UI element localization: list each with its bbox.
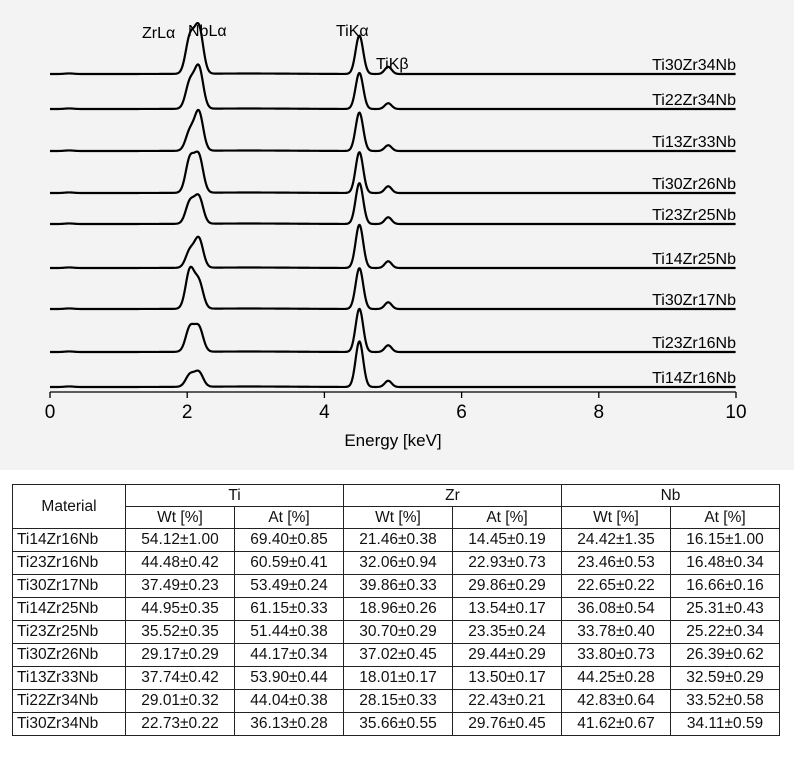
table-row — [13, 690, 780, 713]
spectrum-line-ti13zr33nb — [50, 110, 736, 151]
table-row — [13, 644, 780, 667]
value-cell: 16.48±0.34 — [671, 552, 780, 575]
spectrum-line-ti30zr26nb — [50, 152, 736, 193]
value-cell: 22.43±0.21 — [453, 690, 562, 713]
value-cell: 44.17±0.34 — [235, 644, 344, 667]
table-row — [13, 667, 780, 690]
series-label: Ti14Zr16Nb — [652, 370, 736, 387]
value-cell: 35.66±0.55 — [344, 713, 453, 736]
value-cell: 22.65±0.22 — [562, 575, 671, 598]
value-cell: 33.52±0.58 — [671, 690, 780, 713]
spectrum-line-ti14zr25nb — [50, 225, 736, 268]
value-cell: 29.86±0.29 — [453, 575, 562, 598]
value-cell: 51.44±0.38 — [235, 621, 344, 644]
value-cell: 61.15±0.33 — [235, 598, 344, 621]
value-cell: 22.93±0.73 — [453, 552, 562, 575]
value-cell: 35.52±0.35 — [126, 621, 235, 644]
material-cell: Ti14Zr25Nb — [13, 598, 126, 621]
value-cell: 28.15±0.33 — [344, 690, 453, 713]
ti-header: Ti — [126, 485, 344, 507]
peak-label: TiKβ — [376, 56, 409, 73]
material-cell: Ti14Zr16Nb — [13, 529, 126, 552]
spectrum-line-ti23zr16nb — [50, 309, 736, 352]
x-tick-label: 6 — [456, 402, 467, 423]
table-row — [13, 621, 780, 644]
value-cell: 30.70±0.29 — [344, 621, 453, 644]
peak-label: TiKα — [336, 23, 369, 40]
value-cell: 16.66±0.16 — [671, 575, 780, 598]
value-cell: 32.59±0.29 — [671, 667, 780, 690]
composition-table — [12, 484, 780, 736]
value-cell: 29.76±0.45 — [453, 713, 562, 736]
peak-label: NbLα — [188, 23, 227, 40]
value-cell: 37.49±0.23 — [126, 575, 235, 598]
value-cell: 33.80±0.73 — [562, 644, 671, 667]
value-cell: 36.08±0.54 — [562, 598, 671, 621]
value-cell: 16.15±1.00 — [671, 529, 780, 552]
nb-at-header: At [%] — [671, 507, 780, 529]
x-axis-title: Energy [keV] — [344, 431, 442, 450]
value-cell: 18.01±0.17 — [344, 667, 453, 690]
composition-table-wrap — [12, 484, 780, 736]
value-cell: 32.06±0.94 — [344, 552, 453, 575]
value-cell: 54.12±1.00 — [126, 529, 235, 552]
table-row — [13, 529, 780, 552]
material-cell: Ti30Zr34Nb — [13, 713, 126, 736]
nb-wt-header: Wt [%] — [562, 507, 671, 529]
series-label: Ti30Zr17Nb — [652, 292, 736, 309]
value-cell: 26.39±0.62 — [671, 644, 780, 667]
value-cell: 25.31±0.43 — [671, 598, 780, 621]
x-tick-label: 2 — [181, 402, 193, 423]
series-label: Ti23Zr16Nb — [652, 335, 736, 352]
value-cell: 21.46±0.38 — [344, 529, 453, 552]
spectrum-line-ti30zr17nb — [50, 267, 736, 309]
value-cell: 42.83±0.64 — [562, 690, 671, 713]
value-cell: 13.50±0.17 — [453, 667, 562, 690]
nb-header: Nb — [562, 485, 780, 507]
value-cell: 29.17±0.29 — [126, 644, 235, 667]
material-cell: Ti30Zr26Nb — [13, 644, 126, 667]
value-cell: 44.25±0.28 — [562, 667, 671, 690]
table-row — [13, 575, 780, 598]
value-cell: 23.35±0.24 — [453, 621, 562, 644]
x-tick-label: 4 — [319, 402, 330, 423]
x-tick-label: 8 — [593, 402, 605, 423]
value-cell: 53.49±0.24 — [235, 575, 344, 598]
series-label: Ti13Zr33Nb — [652, 134, 736, 151]
x-tick-label: 10 — [725, 402, 747, 423]
material-header: Material — [13, 485, 126, 529]
zr-wt-header: Wt [%] — [344, 507, 453, 529]
value-cell: 29.44±0.29 — [453, 644, 562, 667]
value-cell: 37.74±0.42 — [126, 667, 235, 690]
value-cell: 14.45±0.19 — [453, 529, 562, 552]
value-cell: 60.59±0.41 — [235, 552, 344, 575]
table-body — [13, 529, 780, 736]
material-cell: Ti22Zr34Nb — [13, 690, 126, 713]
value-cell: 39.86±0.33 — [344, 575, 453, 598]
series-label: Ti30Zr34Nb — [652, 57, 736, 74]
series-label: Ti30Zr26Nb — [652, 176, 736, 193]
material-cell: Ti23Zr16Nb — [13, 552, 126, 575]
peak-label: ZrLα — [142, 25, 176, 42]
value-cell: 23.46±0.53 — [562, 552, 671, 575]
value-cell: 29.01±0.32 — [126, 690, 235, 713]
zr-header: Zr — [344, 485, 562, 507]
value-cell: 53.90±0.44 — [235, 667, 344, 690]
material-cell: Ti13Zr33Nb — [13, 667, 126, 690]
table-subheader-row — [13, 507, 780, 529]
value-cell: 44.04±0.38 — [235, 690, 344, 713]
value-cell: 44.95±0.35 — [126, 598, 235, 621]
material-cell: Ti23Zr25Nb — [13, 621, 126, 644]
value-cell: 69.40±0.85 — [235, 529, 344, 552]
series-label: Ti22Zr34Nb — [652, 92, 736, 109]
table-row — [13, 713, 780, 736]
value-cell: 18.96±0.26 — [344, 598, 453, 621]
table-header-row — [13, 485, 780, 507]
table-row — [13, 552, 780, 575]
table-row — [13, 598, 780, 621]
series-label: Ti23Zr25Nb — [652, 207, 736, 224]
x-tick-label: 0 — [44, 402, 56, 423]
value-cell: 33.78±0.40 — [562, 621, 671, 644]
value-cell: 25.22±0.34 — [671, 621, 780, 644]
zr-at-header: At [%] — [453, 507, 562, 529]
value-cell: 41.62±0.67 — [562, 713, 671, 736]
value-cell: 37.02±0.45 — [344, 644, 453, 667]
series-label: Ti14Zr25Nb — [652, 251, 736, 268]
value-cell: 44.48±0.42 — [126, 552, 235, 575]
value-cell: 34.11±0.59 — [671, 713, 780, 736]
value-cell: 36.13±0.28 — [235, 713, 344, 736]
value-cell: 24.42±1.35 — [562, 529, 671, 552]
material-cell: Ti30Zr17Nb — [13, 575, 126, 598]
value-cell: 13.54±0.17 — [453, 598, 562, 621]
value-cell: 22.73±0.22 — [126, 713, 235, 736]
ti-wt-header: Wt [%] — [126, 507, 235, 529]
ti-at-header: At [%] — [235, 507, 344, 529]
